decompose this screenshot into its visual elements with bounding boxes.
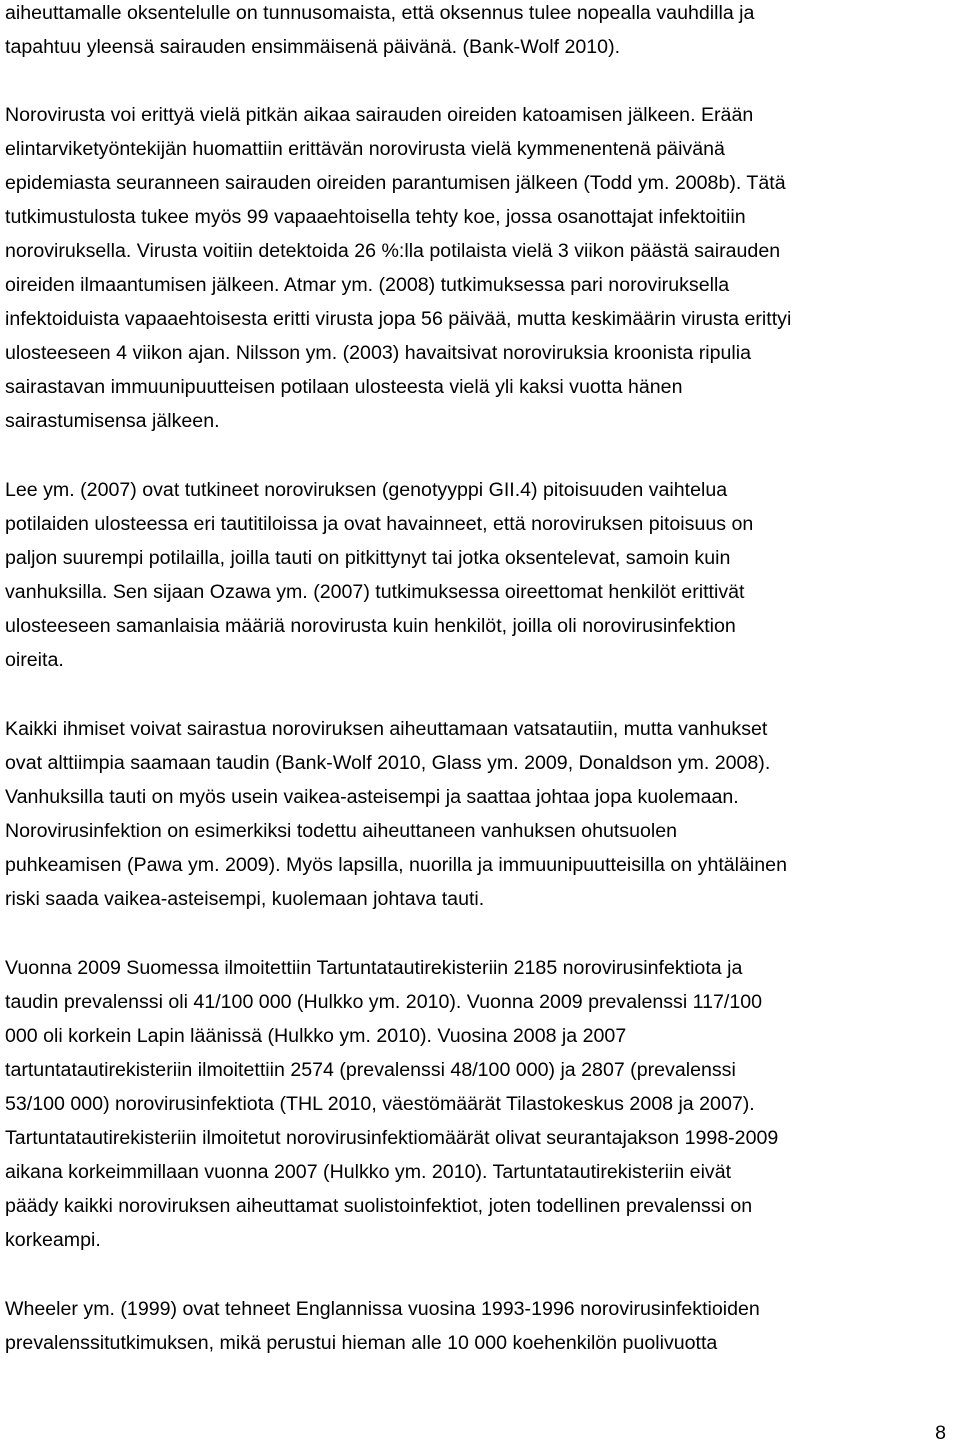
text-line: Vuonna 2009 Suomessa ilmoitettiin Tartuntatautirekisteriin 2185 norovirusinfektiota ja xyxy=(5,957,743,979)
text-line: sairastumisensa jälkeen. xyxy=(5,410,220,432)
text-line: Kaikki ihmiset voivat sairastua noroviruksen aiheuttamaan vatsatautiin, mutta vanhukset xyxy=(5,718,768,740)
text-line: taudin prevalenssi oli 41/100 000 (Hulkko ym. 2010). Vuonna 2009 prevalenssi 117/100 xyxy=(5,991,763,1013)
text-line: tapahtuu yleensä sairauden ensimmäisenä päivänä. (Bank-Wolf 2010). xyxy=(5,36,621,58)
text-line: elintarviketyöntekijän huomattiin erittävän norovirusta vielä kymmenentenä päivänä xyxy=(5,138,725,160)
text-line: tartuntatautirekisteriin ilmoitettiin 2574 (prevalenssi 48/100 000) ja 2807 (prevalenssi xyxy=(5,1059,736,1081)
text-line: potilaiden ulosteessa eri tautitiloissa ja ovat havainneet, että noroviruksen pitoisuus on xyxy=(5,513,754,535)
text-line: oireiden ilmaantumisen jälkeen. Atmar ym. (2008) tutkimuksessa pari noroviruksella xyxy=(5,274,730,296)
page-number: 8 xyxy=(935,1422,946,1444)
text-line: vanhuksilla. Sen sijaan Ozawa ym. (2007) tutkimuksessa oireettomat henkilöt erittivät xyxy=(5,581,745,603)
text-line: ulosteeseen samanlaisia määriä norovirusta kuin henkilöt, joilla oli norovirusinfektion xyxy=(5,615,736,637)
text-line: noroviruksella. Virusta voitiin detektoida 26 %:lla potilaista vielä 3 viikon päästä sairauden xyxy=(5,240,781,262)
text-line: Wheeler ym. (1999) ovat tehneet Englannissa vuosina 1993-1996 norovirusinfektioiden xyxy=(5,1298,760,1320)
text-line: Tartuntatautirekisteriin ilmoitetut norovirusinfektiomäärät olivat seurantajakson 1998-2009 xyxy=(5,1127,779,1149)
text-line: puhkeamisen (Pawa ym. 2009). Myös lapsilla, nuorilla ja immuunipuutteisilla on yhtäläinen xyxy=(5,854,787,876)
text-line: Norovirusinfektion on esimerkiksi todettu aiheuttaneen vanhuksen ohutsuolen xyxy=(5,820,678,842)
text-line: aikana korkeimmillaan vuonna 2007 (Hulkko ym. 2010). Tartuntatautirekisteriin eivät xyxy=(5,1161,732,1183)
text-line: Norovirusta voi erittyä vielä pitkän aikaa sairauden oireiden katoamisen jälkeen. Erään xyxy=(5,104,754,126)
text-line: tutkimustulosta tukee myös 99 vapaaehtoisella tehty koe, jossa osanottajat infektoitiin xyxy=(5,206,746,228)
text-line: infektoiduista vapaaehtoisesta eritti virusta jopa 56 päivää, mutta keskimäärin virusta erittyi xyxy=(5,308,792,330)
text-line: paljon suurempi potilailla, joilla tauti on pitkittynyt tai jotka oksentelevat, samoin kuin xyxy=(5,547,731,569)
text-line: korkeampi. xyxy=(5,1229,101,1251)
text-line: oireita. xyxy=(5,649,64,671)
text-line: ulosteeseen 4 viikon ajan. Nilsson ym. (2003) havaitsivat noroviruksia kroonista ripulia xyxy=(5,342,752,364)
text-line: sairastavan immuunipuutteisen potilaan ulosteesta vielä yli kaksi vuotta hänen xyxy=(5,376,683,398)
text-line: riski saada vaikea-asteisempi, kuolemaan johtava tauti. xyxy=(5,888,485,910)
text-line: Vanhuksilla tauti on myös usein vaikea-asteisempi ja saattaa johtaa jopa kuolemaan. xyxy=(5,786,739,808)
text-line: 000 oli korkein Lapin läänissä (Hulkko ym. 2010). Vuosina 2008 ja 2007 xyxy=(5,1025,627,1047)
text-line: 53/100 000) norovirusinfektiota (THL 2010, väestömäärät Tilastokeskus 2008 ja 2007). xyxy=(5,1093,755,1115)
text-line: päädy kaikki noroviruksen aiheuttamat suolistoinfektiot, joten todellinen prevalenssi on xyxy=(5,1195,753,1217)
text-line: prevalenssitutkimuksen, mikä perustui hieman alle 10 000 koehenkilön puolivuotta xyxy=(5,1332,718,1354)
text-line: ovat alttiimpia saamaan taudin (Bank-Wolf 2010, Glass ym. 2009, Donaldson ym. 2008). xyxy=(5,752,771,774)
text-line: epidemiasta seuranneen sairauden oireiden parantumisen jälkeen (Todd ym. 2008b). Tätä xyxy=(5,172,786,194)
text-line: Lee ym. (2007) ovat tutkineet noroviruksen (genotyyppi GII.4) pitoisuuden vaihtelua xyxy=(5,479,728,501)
text-line: aiheuttamalle oksentelulle on tunnusomaista, että oksennus tulee nopealla vauhdilla ja xyxy=(5,2,755,24)
